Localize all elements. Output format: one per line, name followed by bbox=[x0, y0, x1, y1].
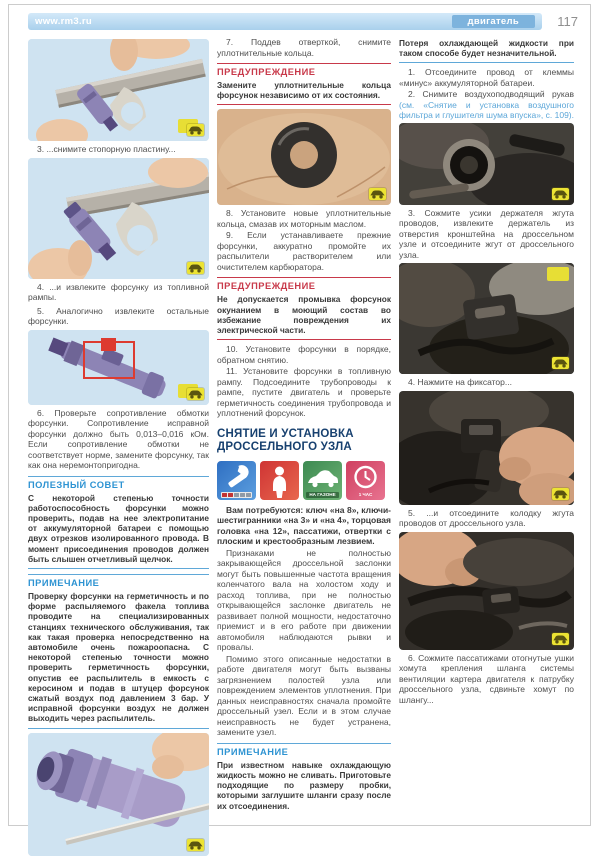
chapter-tag: двигатель bbox=[452, 15, 535, 28]
warning-1-title: ПРЕДУПРЕЖДЕНИЕ bbox=[217, 67, 316, 77]
photo-harness-holder bbox=[399, 263, 574, 374]
car-view-icon bbox=[552, 357, 569, 369]
car-view-icon bbox=[369, 188, 386, 200]
duration-icon bbox=[346, 461, 385, 500]
step-2-main: 2. Снимите воздухоподводящий рукав bbox=[408, 89, 574, 100]
step-9: 9. Если устанавливаете прежние форсунки, аккуратно промойте их распылители растворителем или очистителем карбюратора. bbox=[217, 230, 391, 272]
note-text-middle: При известном навыке охлаждающую жидкость можно не сливать. Приготовьте подходящие по размеру пробки, которыми заглушите шланги сразу после их отсоединения. bbox=[217, 759, 391, 811]
harness-holder-illustration bbox=[399, 263, 574, 374]
warning-2-title: ПРЕДУПРЕЖДЕНИЕ bbox=[217, 281, 316, 292]
caption-step-6: 6. Проверьте сопротивление обмотки форсунки. Сопротивление исправной форсунки должно быть 0,013–0,016 кОм. Если сопротивление обмотки не соответствует норме, замените форсунку, так как она неремонтопригодна. bbox=[28, 407, 209, 470]
car-view-icon bbox=[187, 262, 204, 274]
step-1: 1. Отсоедините провод от клеммы «минус» аккумуляторной батареи. bbox=[399, 67, 574, 88]
injector-resistance-illustration bbox=[28, 330, 209, 405]
step-8: 8. Установите новые уплотнительные кольца, смазав их моторным маслом. bbox=[217, 208, 391, 229]
caption-step-3-right: 3. Сожмите усики держателя жгута проводов, извлеките держатель из отверстия кронштейна на дроссельном узле и отсоедините жгут от дроссельного узла. bbox=[399, 207, 574, 260]
tools-required-text: Вам потребуются: ключ «на 8», ключи-шестигранники «на 3» и «на 4», торцовая головка «на 12», пассатижи, отвертки с плоским и крестообразным лезвием. bbox=[217, 504, 391, 547]
warning-box-1 bbox=[217, 63, 391, 105]
photo-sealing-ring bbox=[217, 109, 391, 205]
caption-step-4: 4. ...и извлеките форсунку из топливной рампы. bbox=[28, 281, 209, 302]
injector-rail-illustration bbox=[28, 39, 209, 141]
section-title-throttle-unit: СНЯТИЕ И УСТАНОВКА ДРОССЕЛЬНОГО УЗЛА bbox=[217, 427, 354, 454]
note-title-middle: ПРИМЕЧАНИЕ bbox=[217, 746, 289, 757]
photo-press-latch bbox=[399, 391, 574, 505]
page-header bbox=[28, 11, 578, 31]
note-text-left: Проверку форсунки на герметичность и по форме распыляемого факела топлива проводите на специализированных станциях технического обслуживания, так как такая проверка непосредственно на автомобиле очень пожароопасна. С некоторой степенью точности можно проверить герметичность форсунки, опустив ее распылитель в емкость с керосином и подав в штуцер форсунок сжатый воздух под давлением 3 бар. У исправной форсунки воздух не должен выходить через распылитель. bbox=[28, 590, 209, 724]
car-view-icon bbox=[187, 839, 204, 851]
page-number: 117 bbox=[557, 13, 578, 29]
tools-icon bbox=[217, 461, 256, 500]
note-continuation-box bbox=[399, 37, 574, 63]
press-latch-illustration bbox=[399, 391, 574, 505]
job-info-tiles bbox=[217, 461, 391, 500]
photo-disconnect-connector bbox=[399, 532, 574, 650]
car-view-icon bbox=[187, 124, 204, 136]
throttle-body-illustration bbox=[399, 123, 574, 205]
caption-step-3: 3. ...снимите стопорную пластину... bbox=[37, 144, 176, 154]
step-10: 10. Установите форсунки в порядке, обратном снятию. bbox=[217, 344, 391, 365]
warning-1-text: Замените уплотнительные кольца форсунок независимо от их состояния. bbox=[217, 80, 391, 101]
right-column bbox=[399, 37, 574, 859]
car-view-icon bbox=[552, 488, 569, 500]
car-location-icon bbox=[303, 461, 342, 500]
middle-column bbox=[217, 37, 391, 859]
left-column bbox=[28, 37, 209, 859]
useful-advice-text: С некоторой степенью точности работоспособность форсунки можно проверить, подав на нее электропитание от аккумуляторной батареи с помощью двух отрезков изолированного провода. В момент присоединения проводов должен быть слышен отчетливый щелчок. bbox=[28, 492, 209, 564]
warning-box-2 bbox=[217, 277, 391, 340]
photo-injector-resistance bbox=[28, 330, 209, 405]
difficulty-strip bbox=[221, 492, 252, 498]
step-2-cross-reference: (см. «Снятие и установка воздушного фильтра и глушителя шума впуска», с. 109). bbox=[399, 99, 575, 121]
content-columns bbox=[28, 37, 574, 859]
caption-step-5-right: 5. ...и отсоедините колодку жгута проводов от дроссельного узла. bbox=[399, 507, 574, 529]
photo-injector-lock-plate bbox=[28, 39, 209, 141]
photo-throttle-body bbox=[399, 123, 574, 205]
disconnect-connector-illustration bbox=[399, 532, 574, 650]
step-2 bbox=[399, 89, 574, 121]
useful-advice-title: ПОЛЕЗНЫЙ СОВЕТ bbox=[28, 479, 125, 490]
sealing-ring-illustration bbox=[217, 109, 391, 205]
note-box-middle bbox=[217, 743, 391, 815]
caption-step-4-right: 4. Нажмите на фиксатор... bbox=[408, 377, 512, 388]
warning-2-text: Не допускается промывка форсунок окунанием в моющий состав во избежание повреждения их электрической части. bbox=[217, 294, 391, 336]
caption-step-6-right: 6. Сожмите пассатижами отогнутые ушки хомута крепления шланга системы вентиляции картера двигателя к патрубку дроссельного узла, сдвиньте хомут по шлангу... bbox=[399, 652, 574, 705]
step-7: 7. Поддев отверткой, снимите уплотнительные кольца. bbox=[217, 37, 391, 58]
car-view-icon bbox=[187, 388, 204, 400]
useful-advice-box bbox=[28, 476, 209, 569]
car-view-icon bbox=[552, 633, 569, 645]
site-url: www.rm3.ru bbox=[35, 15, 93, 27]
manual-page bbox=[8, 4, 591, 826]
note-title-left: ПРИМЕЧАНИЕ bbox=[28, 577, 100, 588]
car-view-icon bbox=[552, 188, 569, 200]
note-continuation-text: Потеря охлаждающей жидкости при таком способе будет незначительной. bbox=[399, 38, 574, 59]
oring-prying-illustration bbox=[28, 733, 209, 856]
injector-removal-illustration bbox=[28, 158, 209, 279]
photo-injector-removal bbox=[28, 158, 209, 279]
note-box-left bbox=[28, 574, 209, 729]
causes-paragraph: Помимо этого описанные недостатки в работе двигателя могут быть вызваны загрязнением полостей узла или повреждением элементов уплотнения. При данных неисправностях сначала промойте дроссельный узел. Если и в этом случае неисправность не будет устранена, замените узел. bbox=[217, 653, 391, 738]
step-11: 11. Установите форсунки в топливную рампу. Подсоедините трубопроводы к рампе, пустите двигатель и проверьте герметичность соединения трубопровода и уплотнений форсунок. bbox=[217, 366, 391, 419]
caption-step-5: 5. Аналогично извлеките остальные форсунки. bbox=[28, 305, 209, 326]
header-bar bbox=[28, 13, 542, 30]
duration-label: 1 ЧАС bbox=[358, 491, 373, 497]
symptoms-paragraph: Признаками не полностью закрывающейся дроссельной заслонки могут быть повышенные частота вращения коленчатого вала на холостом ходу и расход топлива, при не полностью открывающейся заслонке двигатель не развивает полной мощности, недостаточно приемист и в его работе при движении автомобиля наблюдаются рывки и провалы. bbox=[217, 547, 391, 653]
car-location-label: НА ГАЗОНЕ bbox=[306, 492, 339, 498]
one-person-icon bbox=[260, 461, 299, 500]
photo-oring-prying bbox=[28, 733, 209, 856]
